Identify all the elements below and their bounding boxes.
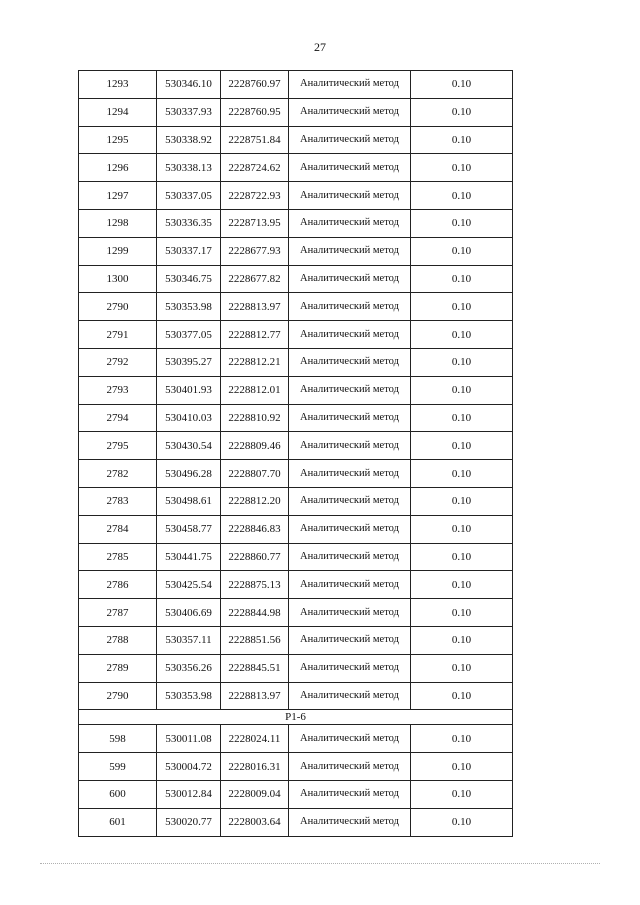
accuracy-cell: 0.10 [411,543,513,571]
point-number-cell: 2795 [79,432,157,460]
y-coordinate-cell: 2228812.20 [221,487,289,515]
method-cell: Аналитический метод [289,432,411,460]
table-row [79,182,513,210]
y-coordinate-cell: 2228760.95 [221,98,289,126]
page-number: 27 [314,40,326,54]
table-row [79,571,513,599]
point-number-cell: 2786 [79,571,157,599]
accuracy-cell: 0.10 [411,460,513,488]
coordinates-table [78,70,513,837]
method-cell: Аналитический метод [289,265,411,293]
x-coordinate-cell: 530004.72 [157,753,221,781]
y-coordinate-cell: 2228813.97 [221,682,289,710]
table-row [79,780,513,808]
section-label: P1-6 [79,710,513,725]
table-row [79,71,513,99]
section-row [79,710,513,725]
table-row [79,126,513,154]
point-number-cell: 2789 [79,654,157,682]
accuracy-cell: 0.10 [411,182,513,210]
y-coordinate-cell: 2228807.70 [221,460,289,488]
point-number-cell: 1297 [79,182,157,210]
table-row [79,626,513,654]
x-coordinate-cell: 530441.75 [157,543,221,571]
x-coordinate-cell: 530337.05 [157,182,221,210]
accuracy-cell: 0.10 [411,487,513,515]
method-cell: Аналитический метод [289,654,411,682]
point-number-cell: 1300 [79,265,157,293]
table-row [79,432,513,460]
table-row [79,515,513,543]
y-coordinate-cell: 2228812.01 [221,376,289,404]
accuracy-cell: 0.10 [411,265,513,293]
method-cell: Аналитический метод [289,126,411,154]
method-cell: Аналитический метод [289,71,411,99]
accuracy-cell: 0.10 [411,599,513,627]
method-cell: Аналитический метод [289,348,411,376]
table-row [79,376,513,404]
point-number-cell: 1295 [79,126,157,154]
point-number-cell: 2791 [79,321,157,349]
x-coordinate-cell: 530406.69 [157,599,221,627]
table-row [79,209,513,237]
x-coordinate-cell: 530012.84 [157,780,221,808]
x-coordinate-cell: 530020.77 [157,808,221,836]
table-row [79,348,513,376]
table-row [79,753,513,781]
x-coordinate-cell: 530430.54 [157,432,221,460]
table-row [79,654,513,682]
point-number-cell: 2793 [79,376,157,404]
point-number-cell: 1296 [79,154,157,182]
method-cell: Аналитический метод [289,543,411,571]
x-coordinate-cell: 530410.03 [157,404,221,432]
accuracy-cell: 0.10 [411,725,513,753]
coordinates-table-body [79,71,513,837]
y-coordinate-cell: 2228724.62 [221,154,289,182]
accuracy-cell: 0.10 [411,808,513,836]
x-coordinate-cell: 530346.75 [157,265,221,293]
accuracy-cell: 0.10 [411,209,513,237]
y-coordinate-cell: 2228844.98 [221,599,289,627]
accuracy-cell: 0.10 [411,376,513,404]
point-number-cell: 2790 [79,293,157,321]
table-row [79,808,513,836]
table-row [79,682,513,710]
accuracy-cell: 0.10 [411,98,513,126]
x-coordinate-cell: 530458.77 [157,515,221,543]
accuracy-cell: 0.10 [411,432,513,460]
method-cell: Аналитический метод [289,182,411,210]
method-cell: Аналитический метод [289,321,411,349]
method-cell: Аналитический метод [289,599,411,627]
method-cell: Аналитический метод [289,626,411,654]
y-coordinate-cell: 2228845.51 [221,654,289,682]
y-coordinate-cell: 2228846.83 [221,515,289,543]
x-coordinate-cell: 530338.92 [157,126,221,154]
table-row [79,237,513,265]
x-coordinate-cell: 530498.61 [157,487,221,515]
accuracy-cell: 0.10 [411,71,513,99]
x-coordinate-cell: 530356.26 [157,654,221,682]
method-cell: Аналитический метод [289,98,411,126]
accuracy-cell: 0.10 [411,780,513,808]
y-coordinate-cell: 2228812.77 [221,321,289,349]
point-number-cell: 600 [79,780,157,808]
accuracy-cell: 0.10 [411,126,513,154]
method-cell: Аналитический метод [289,571,411,599]
x-coordinate-cell: 530011.08 [157,725,221,753]
point-number-cell: 2787 [79,599,157,627]
accuracy-cell: 0.10 [411,682,513,710]
y-coordinate-cell: 2228016.31 [221,753,289,781]
y-coordinate-cell: 2228722.93 [221,182,289,210]
point-number-cell: 2782 [79,460,157,488]
point-number-cell: 598 [79,725,157,753]
table-row [79,543,513,571]
accuracy-cell: 0.10 [411,515,513,543]
x-coordinate-cell: 530337.17 [157,237,221,265]
y-coordinate-cell: 2228677.93 [221,237,289,265]
method-cell: Аналитический метод [289,725,411,753]
point-number-cell: 2792 [79,348,157,376]
y-coordinate-cell: 2228809.46 [221,432,289,460]
method-cell: Аналитический метод [289,404,411,432]
y-coordinate-cell: 2228812.21 [221,348,289,376]
y-coordinate-cell: 2228810.92 [221,404,289,432]
table-row [79,599,513,627]
table-row [79,460,513,488]
x-coordinate-cell: 530357.11 [157,626,221,654]
accuracy-cell: 0.10 [411,753,513,781]
y-coordinate-cell: 2228860.77 [221,543,289,571]
table-row [79,98,513,126]
method-cell: Аналитический метод [289,237,411,265]
y-coordinate-cell: 2228813.97 [221,293,289,321]
point-number-cell: 2790 [79,682,157,710]
point-number-cell: 2794 [79,404,157,432]
point-number-cell: 599 [79,753,157,781]
table-row [79,154,513,182]
x-coordinate-cell: 530395.27 [157,348,221,376]
table-row [79,404,513,432]
accuracy-cell: 0.10 [411,571,513,599]
point-number-cell: 2783 [79,487,157,515]
y-coordinate-cell: 2228760.97 [221,71,289,99]
x-coordinate-cell: 530346.10 [157,71,221,99]
footer-divider [40,863,600,865]
method-cell: Аналитический метод [289,293,411,321]
y-coordinate-cell: 2228003.64 [221,808,289,836]
x-coordinate-cell: 530338.13 [157,154,221,182]
table-row [79,487,513,515]
x-coordinate-cell: 530353.98 [157,293,221,321]
point-number-cell: 2784 [79,515,157,543]
point-number-cell: 1293 [79,71,157,99]
method-cell: Аналитический метод [289,515,411,543]
method-cell: Аналитический метод [289,154,411,182]
x-coordinate-cell: 530377.05 [157,321,221,349]
y-coordinate-cell: 2228851.56 [221,626,289,654]
y-coordinate-cell: 2228677.82 [221,265,289,293]
x-coordinate-cell: 530353.98 [157,682,221,710]
method-cell: Аналитический метод [289,682,411,710]
accuracy-cell: 0.10 [411,404,513,432]
point-number-cell: 601 [79,808,157,836]
point-number-cell: 2788 [79,626,157,654]
accuracy-cell: 0.10 [411,154,513,182]
accuracy-cell: 0.10 [411,348,513,376]
accuracy-cell: 0.10 [411,293,513,321]
x-coordinate-cell: 530425.54 [157,571,221,599]
y-coordinate-cell: 2228751.84 [221,126,289,154]
x-coordinate-cell: 530337.93 [157,98,221,126]
point-number-cell: 1299 [79,237,157,265]
accuracy-cell: 0.10 [411,237,513,265]
point-number-cell: 2785 [79,543,157,571]
accuracy-cell: 0.10 [411,626,513,654]
method-cell: Аналитический метод [289,808,411,836]
y-coordinate-cell: 2228009.04 [221,780,289,808]
accuracy-cell: 0.10 [411,654,513,682]
method-cell: Аналитический метод [289,209,411,237]
y-coordinate-cell: 2228024.11 [221,725,289,753]
table-row [79,293,513,321]
accuracy-cell: 0.10 [411,321,513,349]
y-coordinate-cell: 2228713.95 [221,209,289,237]
x-coordinate-cell: 530336.35 [157,209,221,237]
x-coordinate-cell: 530401.93 [157,376,221,404]
x-coordinate-cell: 530496.28 [157,460,221,488]
method-cell: Аналитический метод [289,780,411,808]
table-row [79,265,513,293]
y-coordinate-cell: 2228875.13 [221,571,289,599]
method-cell: Аналитический метод [289,487,411,515]
method-cell: Аналитический метод [289,376,411,404]
method-cell: Аналитический метод [289,460,411,488]
table-row [79,321,513,349]
point-number-cell: 1294 [79,98,157,126]
table-row [79,725,513,753]
method-cell: Аналитический метод [289,753,411,781]
point-number-cell: 1298 [79,209,157,237]
